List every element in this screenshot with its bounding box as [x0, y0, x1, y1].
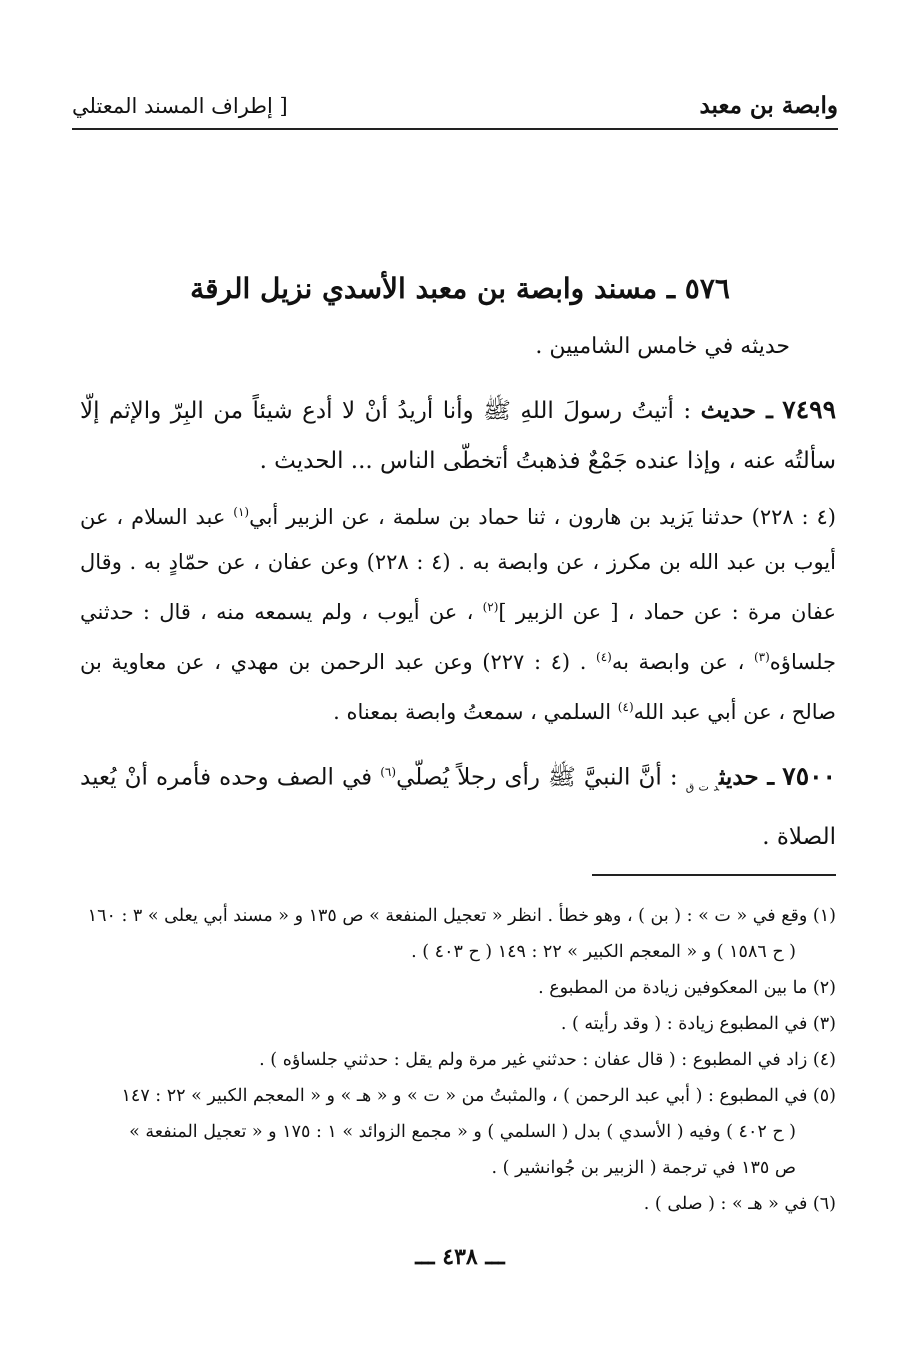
footnote-ref: (٢) [482, 600, 499, 614]
hadith-text: : أتيتُ رسولَ اللهِ ﷺ وأنا أريدُ أنْ لا أدع شيئاً من البِرّ والإثم إلّا سألتُه عنه ، وإذا عنده جَمْعٌ فذهبتُ أتخطّى الناس ... الحديث . [80, 398, 836, 474]
chapter-title: ٥٧٦ ـ مسند وابصة بن معبد الأسدي نزيل الرقة [190, 272, 730, 305]
hadith-sigla: د ت ق [685, 780, 719, 794]
header-book-title: [ إطراف المسند المعتلي [72, 94, 288, 118]
footnote-4: (٤) زاد في المطبوع : ( قال عفان : حدثني غير مرة ولم يقل : حدثني جلساؤه ) . [259, 1050, 836, 1070]
isnad-paragraph [80, 490, 836, 735]
footnote-5: (٥) في المطبوع : ( أبي عبد الرحمن ) ، والمثبتُ من « ت » و « هـ » و « المعجم الكبير » ٢٢ : ١٤٧ [121, 1086, 836, 1106]
hadith-text: : أنَّ النبيَّ ﷺ رأى رجلاً يُصلّي [396, 764, 678, 791]
page-number: ـــ ٤٣٨ ـــ [415, 1244, 505, 1270]
isnad-text: عبد السلام ، عن أيوب بن عبد الله بن مكرز ، عن وابصة به . (٤ : ٢٢٨) وعن عفان ، عن حمّادٍ به . وقال عفان مرة : عن حماد ، [ عن الزبير ] [80, 505, 836, 624]
footnote-1: (١) وقع في « ت » : ( بن ) ، وهو خطأ . انظر « تعجيل المنفعة » ص ١٣٥ و « مسند أبي يعلى » ٣ : ١٦٠ [87, 906, 836, 926]
footnote-1-continued: ( ح ١٥٨٦ ) و « المعجم الكبير » ٢٢ : ١٤٩ ( ح ٤٠٣ ) . [411, 942, 796, 962]
footnotes [80, 898, 836, 1222]
header-section-title: وابصة بن معبد [699, 92, 838, 119]
hadith-number: ٧٥٠٠ [782, 761, 836, 791]
isnad-text: ، عن وابصة به [611, 650, 754, 674]
footnote-separator [592, 874, 836, 876]
hadith-7500 [80, 747, 836, 862]
footnote-ref: (٦) [380, 765, 397, 779]
isnad-text: (٤ : ٢٢٨) حدثنا يَزيد بن هارون ، ثنا حماد بن سلمة ، عن الزبير أبي [249, 505, 836, 529]
isnad-text: السلمي ، سمعتُ وابصة بمعناه . [333, 700, 618, 724]
footnote-ref: (٣) [753, 650, 770, 664]
footnote-3: (٣) في المطبوع زيادة : ( وقد رأيته ) . [560, 1014, 836, 1034]
hadith-label: ـ حديث [718, 763, 775, 791]
isnad-text: . (٤ : ٢٢٧) وعن عبد الرحمن بن مهدي ، عن معاوية بن صالح ، عن أبي عبد الله [80, 650, 836, 724]
isnad-text: ، عن أيوب ، ولم يسمعه منه ، قال : حدثني جلساؤه [80, 600, 837, 674]
running-header [72, 88, 838, 130]
hadith-text: في الصف وحده فأمره أنْ يُعيد الصلاة . [80, 764, 836, 851]
footnote-6: (٦) في « هـ » : ( صلى ) . [643, 1194, 836, 1214]
footnote-5-continued: ص ١٣٥ في ترجمة ( الزبير بن جُوانشير ) . [491, 1158, 796, 1178]
hadith-label: ـ حديث [700, 397, 773, 424]
footnote-ref: (٤) [596, 650, 612, 664]
footnote-2: (٢) ما بين المعكوفين زيادة من المطبوع . [538, 978, 836, 998]
hadith-number: ٧٤٩٩ [782, 395, 837, 424]
hadith-7499 [80, 385, 836, 486]
footnote-5-continued: ( ح ٤٠٢ ) وفيه ( الأسدي ) بدل ( السلمي ) و « مجمع الزوائد » ١ : ١٧٥ و « تعجيل المنفعة » [129, 1122, 796, 1142]
footnote-ref: (٤) [617, 700, 634, 714]
footnote-ref: (١) [233, 505, 250, 519]
intro-line: حديثه في خامس الشاميين . [535, 334, 790, 359]
